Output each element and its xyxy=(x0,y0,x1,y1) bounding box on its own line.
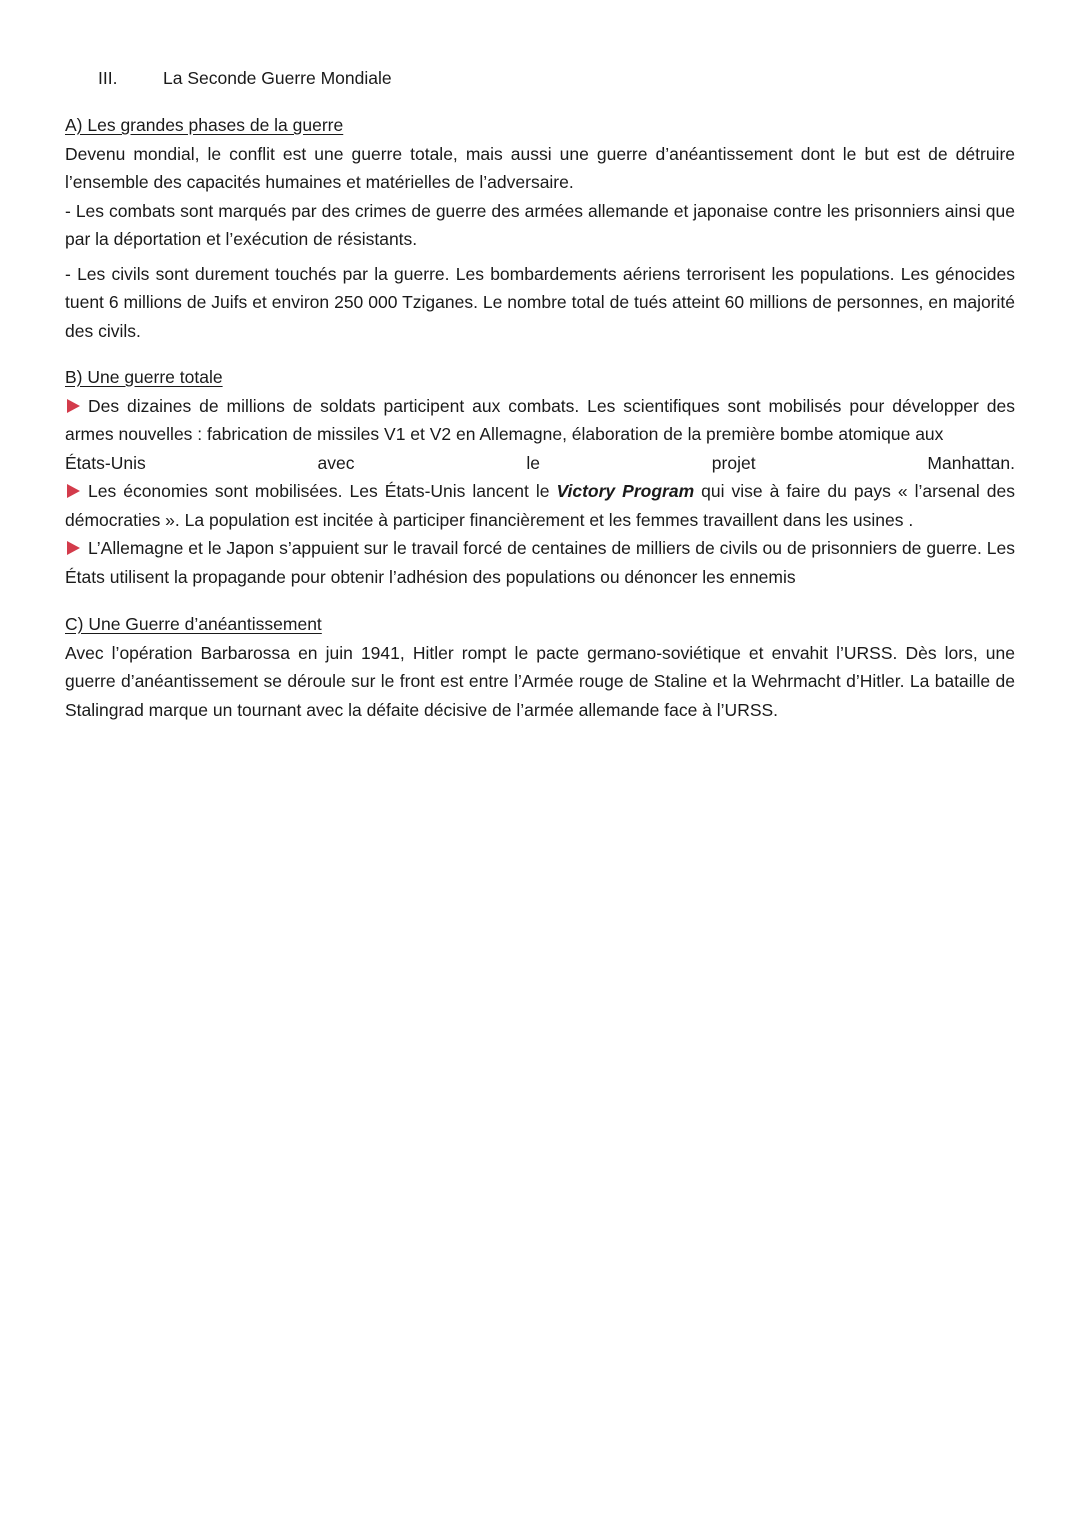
section-c-title: C) Une Guerre d’anéantissement xyxy=(65,614,322,634)
document-content xyxy=(65,64,1015,724)
word-etats-unis: États-Unis xyxy=(65,452,146,473)
word-projet: projet xyxy=(711,452,756,473)
section-c-paragraph-1: Avec l’opération Barbarossa en juin 1941, Hitler rompt le pacte germano-soviétique et envahit l’URSS. Dès lors, une guerre d’anéantissement se déroule sur le front est entre l’Armée rouge de Staline et la Wehrmacht d’Hitler. La bataille de Stalingrad marque un tournant avec la défaite décisive de l’armée allemande face à l’URSS. xyxy=(65,642,1015,720)
section-a-title: A) Les grandes phases de la guerre xyxy=(65,115,344,135)
victory-program-emphasis: Victory Program xyxy=(556,481,695,501)
section-a-paragraph-2: - Les combats sont marqués par des crimes de guerre des armées allemande et japonaise contre les prisonniers ainsi que par la déportation et l’exécution de résistants. xyxy=(65,200,1015,249)
chapter-title: La Seconde Guerre Mondiale xyxy=(163,68,392,88)
red-triangle-bullet-icon xyxy=(67,541,80,555)
chapter-heading xyxy=(98,64,1015,92)
word-avec: avec xyxy=(317,452,355,473)
section-b-bullet-2-text-after: qui vise à faire du pays « l’arsenal des démocraties ». La population est incitée à participer financièrement et les femmes travaillent dans les usines . xyxy=(65,481,1015,530)
chapter-number: III. xyxy=(98,68,118,88)
section-a-paragraph-1: Devenu mondial, le conflit est une guerre totale, mais aussi une guerre d’anéantissement dont le but est de détruire l’ensemble des capacités humaines et matérielles de l’adversaire. xyxy=(65,143,1015,192)
red-triangle-bullet-icon xyxy=(67,484,80,498)
section-b-bullet-3 xyxy=(65,534,1015,591)
section-b-bullet-3-text: L’Allemagne et le Japon s’appuient sur le travail forcé de centaines de milliers de civils ou de prisonniers de guerre. Les États utilisent la propagande pour obtenir l’adhésion des populations ou dénoncer les ennemis xyxy=(65,538,1015,587)
section-b-bullet-2 xyxy=(65,477,1015,534)
section-b-title: B) Une guerre totale xyxy=(65,367,223,387)
section-a-paragraph-3: - Les civils sont durement touchés par la guerre. Les bombardements aériens terrorisent les populations. Les génocides tuent 6 millions de Juifs et environ 250 000 Tziganes. Le nombre total de tués atteint 60 millions de personnes, en majorité des civils. xyxy=(65,263,1015,341)
section-b-bullet-1-text: Des dizaines de millions de soldats participent aux combats. Les scientifiques sont mobilisés pour développer des armes nouvelles : fabrication de missiles V1 et V2 en Allemagne, élaboration de la première bombe atomique aux xyxy=(65,395,1015,444)
section-b-bullet-2-text-before: Les économies sont mobilisées. Les États-Unis lancent le xyxy=(88,481,557,501)
section-b-bullet-1 xyxy=(65,392,1015,449)
section-b-bullet-1-last-line xyxy=(65,449,1015,478)
word-manhattan: Manhattan. xyxy=(927,452,1015,473)
red-triangle-bullet-icon xyxy=(67,399,80,413)
word-le: le xyxy=(526,452,540,473)
